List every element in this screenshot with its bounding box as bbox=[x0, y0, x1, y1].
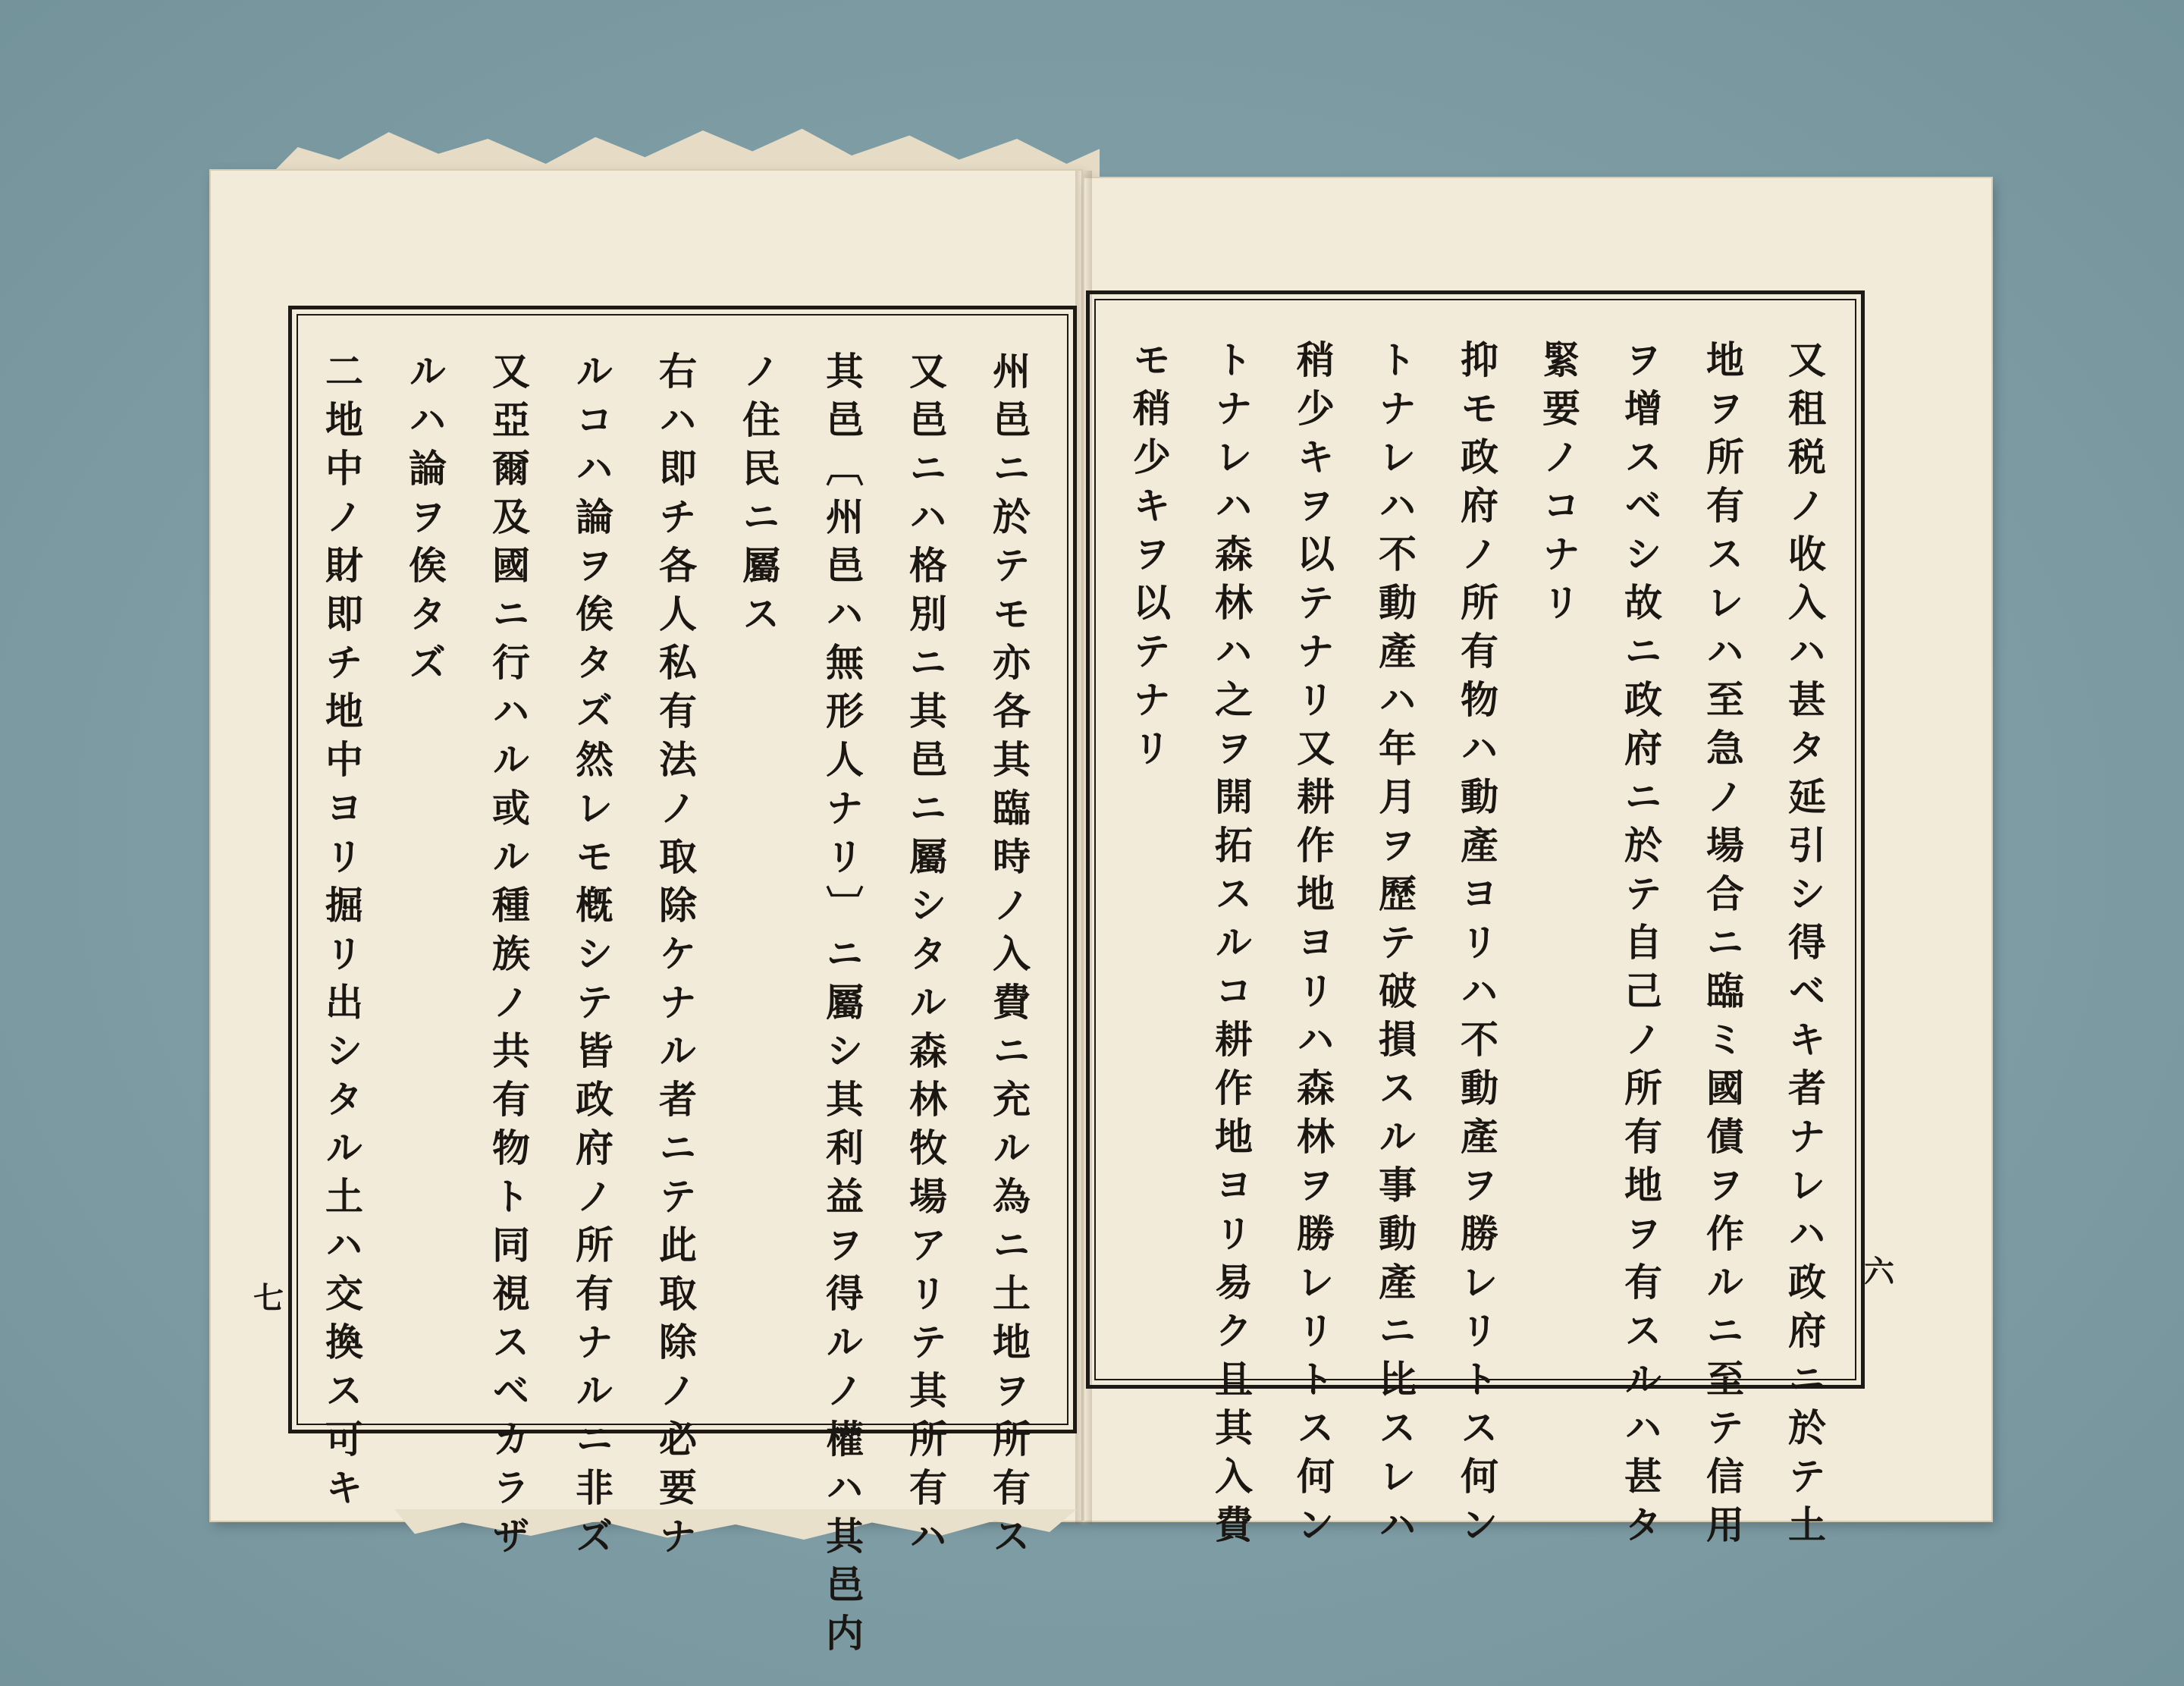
left-page-number: 七 bbox=[253, 1280, 284, 1316]
left-column-9: 二地中ノ財即チ地中ヨリ掘リ出シタル土ハ交換ス可キ bbox=[319, 351, 364, 1516]
left-column-4: ノ住民ニ屬ス bbox=[736, 351, 781, 642]
right-column-8: トナレハ森林ハ之ヲ開拓スルコ耕作地ヨリ易ク且其入費 bbox=[1209, 340, 1254, 1553]
right-text-columns bbox=[1120, 340, 1838, 1553]
right-column-7: 稍少キヲ以テナリ又耕作地ヨリハ森林ヲ勝レリトス何ン bbox=[1291, 340, 1335, 1553]
left-column-5: 右ハ即チ各人私有法ノ取除ケナル者ニテ此取除ノ必要ナ bbox=[653, 351, 698, 1565]
left-column-8: ルハ論ヲ俟タズ bbox=[403, 351, 447, 691]
left-text-columns bbox=[319, 351, 1043, 1662]
left-column-7: 又亞爾及國ニ行ハル或ル種族ノ共有物ト同視スベカラザ bbox=[486, 351, 531, 1565]
left-column-3: 其邑〔州邑ハ無形人ナリ〕ニ屬シ其利益ヲ得ルノ權ハ其邑内 bbox=[820, 351, 864, 1662]
right-text-frame bbox=[1086, 290, 1865, 1553]
right-column-1: 又租税ノ收入ハ甚タ延引シ得ベキ者ナレハ政府ニ於テ土 bbox=[1782, 340, 1827, 1553]
right-column-5: 抑モ政府ノ所有物ハ動產ヨリハ不動產ヲ勝レリトス何ン bbox=[1454, 340, 1499, 1553]
right-column-3: ヲ增スベシ故ニ政府ニ於テ自己ノ所有地ヲ有スルハ甚タ bbox=[1618, 340, 1663, 1553]
right-column-2: 地ヲ所有スレハ至急ノ場合ニ臨ミ國債ヲ作ルニ至テ信用 bbox=[1700, 340, 1745, 1553]
right-column-9: モ稍少キヲ以テナリ bbox=[1127, 340, 1172, 777]
left-column-2: 又邑ニハ格別ニ其邑ニ屬シタル森林牧場アリテ其所有ハ bbox=[903, 351, 948, 1565]
right-column-6: トナレハ不動產ハ年月ヲ歷テ破損スル事動產ニ比スレハ bbox=[1373, 340, 1417, 1553]
right-page-number: 六 bbox=[1864, 1254, 1894, 1289]
left-text-frame bbox=[288, 306, 1077, 1662]
right-column-4: 緊要ノコナリ bbox=[1536, 340, 1581, 631]
left-column-6: ルコハ論ヲ俟タズ然レモ槪シテ皆政府ノ所有ナルニ非ズ bbox=[570, 351, 614, 1565]
left-column-1: 州邑ニ於テモ亦各其臨時ノ入費ニ充ル為ニ土地ヲ所有ス bbox=[987, 351, 1031, 1565]
